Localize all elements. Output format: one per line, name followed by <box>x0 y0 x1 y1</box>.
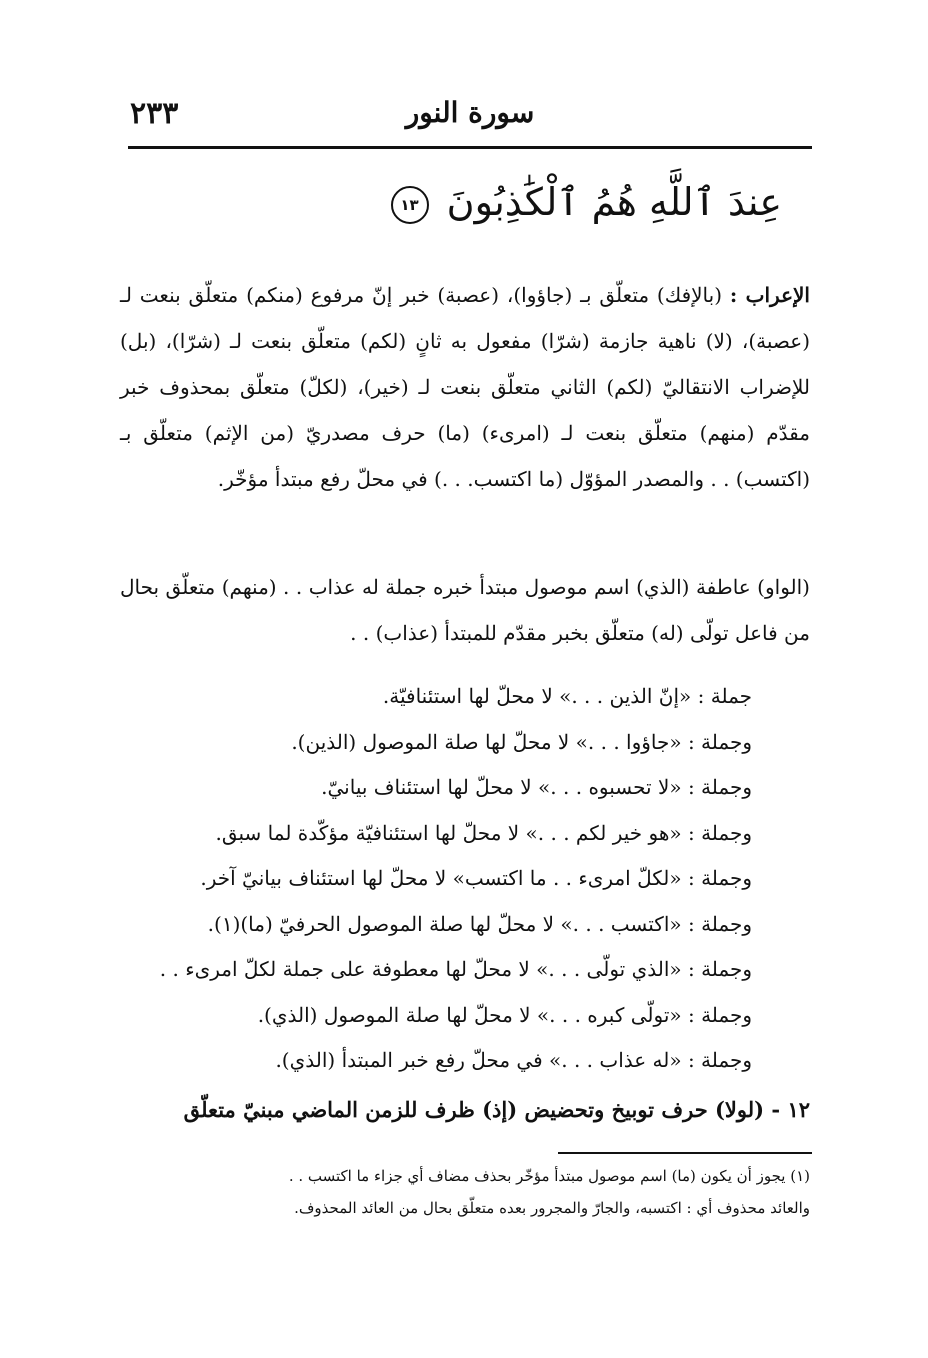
ayah-number-marker: ١٣ <box>391 186 429 224</box>
sentence-item: وجملة : «له عذاب . . .» في محلّ رفع خبر المبتدأ (الذي). <box>275 1048 752 1072</box>
waw-paragraph: (الواو) عاطفة (الذي) اسم موصول مبتدأ خبره جملة له عذاب . . (منهم) متعلّق بحال من فاعل تولّى (له) متعلّق بخبر مقدّم للمبتدأ (عذاب) . . <box>120 575 810 645</box>
sentence-item: وجملة : «لا تحسبوه . . .» لا محلّ لها استئناف بيانيّ. <box>321 775 752 799</box>
irab-label: الإعراب : <box>729 283 810 307</box>
sentences-list <box>120 674 752 1084</box>
sentence-item: وجملة : «جاؤوا . . .» لا محلّ لها صلة الموصول (الذين). <box>291 729 752 754</box>
sentence-item: وجملة : «هو خير لكم . . .» لا محلّ لها استئنافيّة مؤكّدة لما سبق. <box>215 820 752 845</box>
surah-title: سورة النور <box>405 96 535 129</box>
sentence-item: جملة : «إنّ الذين . . .» لا محلّ لها استئنافيّة. <box>382 684 752 708</box>
sentence-item: وجملة : «تولّى كبره . . .» لا محلّ لها صلة الموصول (الذي). <box>257 1002 752 1027</box>
verse-12-paragraph: ١٢ - (لولا) حرف توبيخ وتحضيض (إذ) ظرف للزمن الماضي مبنيّ متعلّق <box>183 1097 810 1122</box>
header-rule <box>128 146 812 149</box>
verse-text: عِندَ ٱللَّهِ هُمُ ٱلْكَٰذِبُونَ <box>446 180 782 224</box>
page-header <box>130 96 810 140</box>
sentence-item: وجملة : «لكلّ امرىء . . ما اكتسب» لا محلّ لها استئناف بيانيّ آخر. <box>200 866 752 890</box>
page-number: ٢٣٣ <box>130 96 179 131</box>
sentence-item: وجملة : «اكتسب . . .» لا محلّ لها صلة الموصول الحرفيّ (ما)(١). <box>207 911 752 936</box>
irab-text: (بالإفك) متعلّق بـ (جاؤوا)، (عصبة) خبر إنّ مرفوع (منكم) متعلّق بنعت لـ (عصبة)، (لا) ناهية جازمة (شرّا) مفعول به ثانٍ (لكم) متعلّق بنعت لـ (شرّا)، (بل) للإضراب الانتقاليّ (لكم) الثاني متعلّق بنعت لـ (خير)، (لكلّ) متعلّق بمحذوف خبر مقدّم (منهم) متعلّق بنعت لـ (امرىء) (ما) حرف مصدريّ (من الإثم) متعلّق بـ (اكتسب) . . والمصدر المؤوّل (ما اكتسب. . .) في محلّ رفع مبتدأ مؤخّر. <box>120 283 810 491</box>
footnote-rule <box>558 1152 812 1154</box>
footnotes <box>120 1160 810 1224</box>
quran-verse <box>391 180 782 224</box>
footnote-line: (١) يجوز أن يكون (ما) اسم موصول مبتدأ مؤخّر بحذف مضاف أي جزاء ما اكتسب . . <box>288 1167 810 1185</box>
irab-paragraph <box>120 272 810 502</box>
sentence-item: وجملة : «الذي تولّى . . .» لا محلّ لها معطوفة على جملة لكلّ امرىء . . <box>159 957 752 981</box>
footnote-line: والعائد محذوف أي : اكتسبه، والجارّ والمجرور بعده متعلّق بحال من العائد المحذوف. <box>294 1199 810 1217</box>
